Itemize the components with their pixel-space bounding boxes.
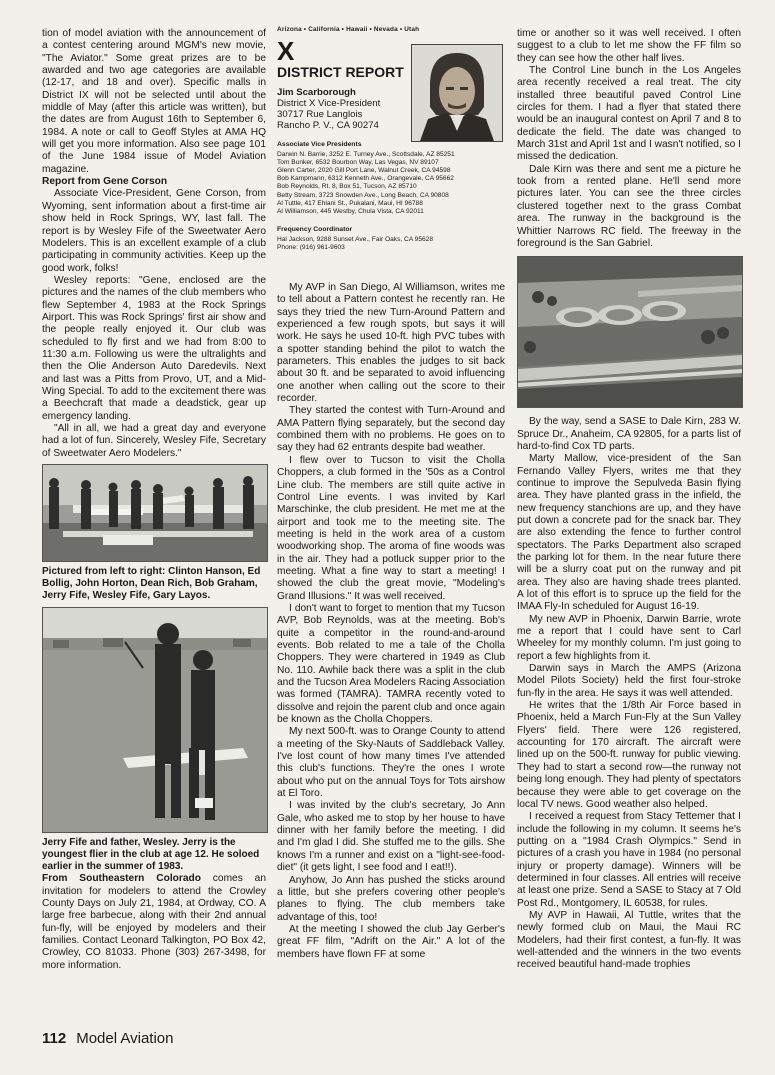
associate-vp-entry: Bob Kampmann, 6312 Kenneth Ave., Orangevale, CA 95662 bbox=[277, 175, 454, 183]
vp-address-2: Rancho P. V., CA 90274 bbox=[277, 119, 379, 131]
col3-paragraph-3: Dale Kirn was there and sent me a picture he took from a rented plane. He'll send more pictures later. You can see the three circles clustered together next to the grass Combat area. The runway in the background is the Whittier Narrows RC field. The freeway in the foreground is the San Gabriel. bbox=[517, 163, 741, 249]
col3-paragraph-2: The Control Line bunch in the Los Angeles area recently received a real treat. The city installed three beautiful paved Control Line circles for them. I had a flyer that stated there would be an inaugural contest on April 7 and 8 to dedicate the field. The date was changed to March 31st and April 1st and I wasn't notified, so I missed the dedication. bbox=[517, 65, 741, 163]
page-footer bbox=[42, 1030, 174, 1047]
associate-vp-entry: Al Tuttle, 417 Ehlani St., Pukalani, Maui, HI 96788 bbox=[277, 199, 423, 207]
col2-paragraph-5: My next 500-ft. was to Orange County to attend a meeting of the Sky-Nauts of Saddleback Valley. I've lost count of how many times I've attended this club's functions. They're the ones I wrote about who put on the annual Toys for Tots airshow at El Toro. bbox=[277, 726, 505, 800]
district-header-block bbox=[277, 24, 505, 282]
vp-portrait bbox=[411, 44, 503, 142]
associate-vp-list bbox=[277, 151, 505, 216]
col3-paragraph-6: My new AVP in Phoenix, Darwin Barrie, wrote me a report that I could have sent to Carl Wheeley for my monthly column. I'm just going to report a few highlights from it. bbox=[517, 613, 741, 662]
associate-vp-entry: Al Williamson, 445 Westby, Chula Vista, CA 92011 bbox=[277, 207, 424, 215]
vp-title: District X Vice-President bbox=[277, 97, 381, 109]
district-report-title: DISTRICT REPORT bbox=[277, 64, 404, 81]
colorado-paragraph bbox=[42, 873, 266, 972]
col2-paragraph-3: I flew over to Tucson to visit the Cholla Choppers, a club formed in the '50s as a Control Line club. The members are still quite active in Control Line events. I was invited by Karl Marschinke, the club president. He met me at the airport and took me to the meeting site. The meeting is held in the work area of a custom woodworking shop. The aroma of fine woods was in the air. They had a potluck supper prior to the meeting. What a fine way to start a meeting! I showed the club the great movie, "Modeling's Grand Illusions." It was well received. bbox=[277, 454, 505, 602]
associate-vp-heading: Associate Vice Presidents bbox=[277, 140, 362, 148]
frequency-coordinator-address: Hal Jackson, 9288 Sunset Ave., Fair Oaks, CA 95628 bbox=[277, 236, 434, 244]
magazine-name: Model Aviation bbox=[76, 1030, 174, 1047]
col2-paragraph-7: Anyhow, Jo Ann has pushed the sticks around a little, but she prefers covering other people's planes to flying. The club members take advantage of this, too! bbox=[277, 874, 505, 923]
col3-paragraph-1: time or another so it was well received. I often suggest to a club to let me show the FF film so they can see how the other half lives. bbox=[517, 28, 741, 64]
vp-name: Jim Scarborough bbox=[277, 86, 356, 98]
column-2 bbox=[277, 24, 505, 961]
vp-address-1: 30717 Rue Langlois bbox=[277, 108, 363, 120]
col3-paragraph-7: Darwin says in March the AMPS (Arizona Model Pilots Society) held the first four-stroke fun-fly in the area. He says it was well attended. bbox=[517, 663, 741, 699]
district-numeral: X bbox=[277, 36, 295, 67]
gene-paragraph-3: "All in all, we had a great day and everyone had a lot of fun. Sincerely, Wesley Fife, Secretary of Sweetwater Aero Modelers." bbox=[42, 423, 266, 459]
photo-caption-2: Jerry Fife and father, Wesley. Jerry is the youngest flier in the club at age 12. He soloed earlier in the summer of 1983. bbox=[42, 836, 260, 873]
col3-paragraph-8: He writes that the 1/8th Air Force based in Phoenix, held a March Fun-Fly at the Sun Valley Flyers' field. There were 126 registered, accounting for 170 aircraft. The aircraft were lined up on the 500-ft. runway for public viewing. They had to start a second row—the runway not being long enough. They had plenty of spectators because they were able to get coverage on the local TV news. Good weather also helped. bbox=[517, 700, 741, 810]
col2-paragraph-1: My AVP in San Diego, Al Williamson, writes me to tell about a Pattern contest he recently ran. He says they tried the new Turn-Around Pattern and experienced a few rough spots, but says it will work. He says he used 10-ft. high PVC tubes with a spotter standing behind the pilot to watch the parameters. This enables the judges to sit back about 30 ft. and be separated to avoid influencing one another when calling out the score to their recorder. bbox=[277, 282, 505, 405]
associate-vp-entry: Glenn Carter, 2020 Gill Port Lane, Walnut Creek, CA 94598 bbox=[277, 167, 451, 175]
aerial-field-photo bbox=[517, 256, 743, 408]
col2-paragraph-8: At the meeting I showed the club Jay Gerber's great FF film, "Adrift on the Air." A lot of the members have flown FF at some bbox=[277, 923, 505, 960]
col2-paragraph-4: I don't want to forget to mention that my Tucson AVP, Bob Reynolds, was at the meeting. Bob's quite a competitor in the round-and-around events. Bob related to me a tale of the Cholla Choppers. They were chartered in 1949 as Club No. 110. Awhile back there was a split in the club and the Tucson Area Modelers Racing Association was formed (TAMRA). TAMRA recently voted to dissolve and rejoin the parent club and once again be known as the Cholla Choppers. bbox=[277, 602, 505, 726]
gene-paragraph-1: Associate Vice-President, Gene Corson, from Wyoming, sent information about a first-time air show held in Rock Springs, WY, last fall. The report is by Wesley Fife of the Sweetwater Aero Modelers. This is an excellent example of a club participating in community activities. Keep up the good work, folks! bbox=[42, 188, 266, 274]
district-states: Arizona • California • Hawaii • Nevada • Utah bbox=[277, 26, 420, 33]
column-3 bbox=[517, 28, 741, 972]
associate-vp-entry: Betty Stream, 3723 Snowden Ave., Long Beach, CA 90808 bbox=[277, 191, 449, 199]
associate-vp-entry: Bob Reynolds, Rt. 8, Box 51, Tucson, AZ 85710 bbox=[277, 183, 417, 191]
associate-vp-entry: Darwin N. Barrie, 3252 E. Turney Ave., Scottsdale, AZ 85251 bbox=[277, 151, 455, 159]
col3-paragraph-5: Marty Mallow, vice-president of the San Fernando Valley Flyers, writes me that they continue to improve the Sepulveda Basin flying area. They have planted grass in the infield, the new frequency stanchions are up, and they have put down a concrete pad for the snack bar. They are also extending the fence to further control spectators. The Parks Department also scraped the parking lot for them. In the near future there will be a slurry coat put on the runway and pit area. They also are having shade trees planted. A lot of this effort is to spruce up the field for the IMAA Fly-In scheduled for August 16-19. bbox=[517, 453, 741, 613]
gene-paragraph-2: Wesley reports: "Gene, enclosed are the pictures and the names of the club members who flew September 4, 1983 at the Rock Springs Airport. This was Rock Springs' first air show and the people really enjoyed it. Our club was scheduled to fly first and we had from 8:00 to 11:30 a.m. Following us were the ultralights and then the Olie Anderson Auto Daredevils. Next and last was a Pitts from Provo, UT, and a Mid-Wing Special. To add to the excitement there was a Beechcraft that made a deadstick, gear up emergency landing. bbox=[42, 274, 266, 422]
frequency-coordinator-heading: Frequency Coordinator bbox=[277, 225, 353, 233]
frequency-coordinator bbox=[277, 236, 505, 252]
colorado-text: comes an invitation for modelers to attend the Crowley County Days on July 21, 1984, at Ordway, CO. A large free barbecue, along with their 2nd annual fun-fly, will be enjoyed by modelers and their families. Contact Leonard Talkington, PO Box 42, Crowley, CO 81033. Phone (303) 267-3498, for more information. bbox=[42, 873, 266, 971]
associate-vp-entry: Tom Bunker, 6532 Bourbon Way, Las Vegas, NV 89107 bbox=[277, 159, 439, 167]
frequency-coordinator-phone: Phone: (916) 961-9603 bbox=[277, 244, 345, 252]
col3-paragraph-4: By the way, send a SASE to Dale Kirn, 283 W. Spruce Dr., Anaheim, CA 92805, for a parts list of hard-to-find Cox TD parts. bbox=[517, 416, 741, 452]
page-number: 112 bbox=[42, 1030, 67, 1047]
father-son-photo bbox=[42, 607, 268, 833]
intro-paragraph: tion of model aviation with the announcement of a contest centering around MGM's new movie, "The Aviator." Some great prizes are to be awarded and two age categories are available (12-17, and 18 and over). Specific malls in District IX will not be selected until about the middle of May (after this article was written), but the dates are from August 16th to September 6, 1984. A note or call to Geoff Styles at AMA HQ will get you more information. Also see page 101 of the June 1984 issue of Model Aviation magazine. bbox=[42, 28, 266, 175]
column-1 bbox=[42, 28, 266, 972]
photo-caption-1: Pictured from left to right: Clinton Hanson, Ed Bollig, John Horton, Dean Rich, Bob Graham, Jerry Fife, Wesley Fife, Gary Layos. bbox=[42, 566, 261, 602]
gene-corson-heading: Report from Gene Corson bbox=[42, 176, 168, 188]
colorado-lead: From Southeastern Colorado bbox=[42, 873, 201, 885]
col2-paragraph-2: They started the contest with Turn-Around and AMA Pattern flying separately, but the second day combined them with no problems. He goes on to say they had 62 entrants despite bad weather. bbox=[277, 405, 505, 454]
club-members-photo bbox=[42, 464, 268, 562]
col3-paragraph-9: I received a request from Stacy Tettemer that I include the following in my column. It seems he's putting on a "1984 Crash Olympics." Send in pictures of a crash you have in 1984 (no personal injury or property damage). Winners will be determined in four classes. All entries will receive at least one prize. Send a SASE to Stacy at 7 Old Post Rd., Montgomery, IL 60538, for rules. bbox=[517, 811, 741, 909]
col2-paragraph-6: I was invited by the club's secretary, Jo Ann Gale, who asked me to stop by her house to have dinner with her family before the meeting. I did and I'm glad I did. She stuffed me to the gills. She knows I'm a runner and exist on a "light-see-food-diet" (it gets light, I see food and I eat!!). bbox=[277, 800, 505, 874]
col3-paragraph-10: My AVP in Hawaii, Al Tuttle, writes that the newly formed club on Maui, the Maui RC Modelers, had their first contest, a fun-fly. It was well-attended and the winners in the two events received beautiful hand-made trophies bbox=[517, 909, 741, 971]
